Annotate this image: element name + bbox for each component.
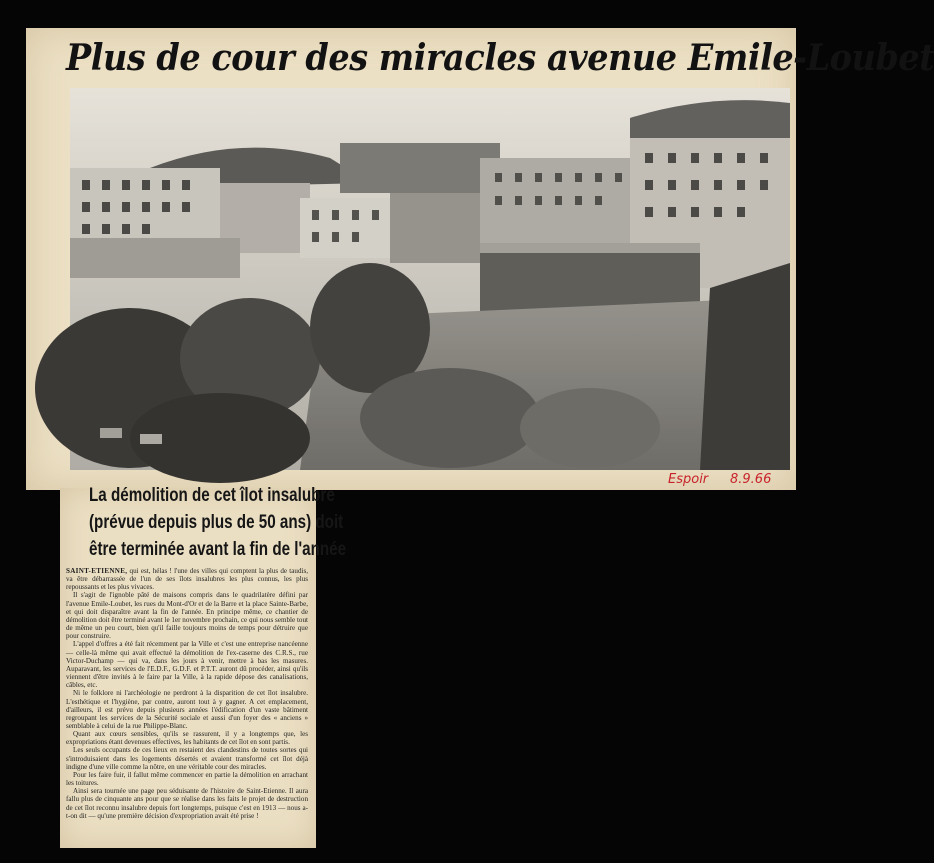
body-paragraph: Ni le folklore ni l'archéologie ne perdront à la disparition de cet îlot insalubre. L'esthétique et l'hygiène, par contre, auront tout à y gagner. A cet emplacement, d'ailleurs, il est prévu depuis plusieurs années l'édification d'un vaste bâtiment regroupant les services de la Sécurité sociale et aussi d'un foyer des « anciens » semblable à celui de la rue Philippe-Blanc. xyxy=(66,689,308,730)
body-paragraph: Ainsi sera tournée une page peu séduisante de l'histoire de Saint-Etienne. Il aura fallu plus de cinquante ans pour que se réalise dans les faits le projet de destruction de cet îlot reconnu insalubre depuis fort longtemps, puisque c'est en 1913 — nous a-t-on dit — qu'une première décision d'expropriation avait été prise ! xyxy=(66,787,308,820)
handwritten-source: Espoir xyxy=(668,472,709,487)
body-paragraph xyxy=(66,567,308,591)
body-paragraph: Quant aux cœurs sensibles, qu'ils se rassurent, il y a longtemps que, les expropriations étant devenues effectives, les habitants de cet îlot en sont partis. xyxy=(66,730,308,747)
article-headline: Plus de cour des miracles avenue Emile-Loubet xyxy=(66,37,934,79)
subheading-line: être terminée avant la fin de l'année xyxy=(89,539,347,560)
article-body xyxy=(66,567,308,837)
subheading-line: La démolition de cet îlot insalubre xyxy=(89,485,335,506)
handwritten-date: 8.9.66 xyxy=(730,472,772,487)
body-paragraph: Pour les faire fuir, il fallut même commencer en partie la démolition en arrachant les toitures. xyxy=(66,770,308,788)
body-paragraph: Il s'agit de l'ignoble pâté de maisons compris dans le quadrilatère défini par l'avenue Emile-Loubet, les rues du Mont-d'Or et de la Barre et la place Sainte-Barbe, et qui doit disparaître avant la fin de l'année. En principe même, ce chantier de démolition doit être terminé avant le 1er novembre prochain, ce qui nous semble tout de même un peu court, bien qu'il faille toujours moins de temps pour détruire que pour construire. xyxy=(66,591,308,641)
article-subheading xyxy=(64,482,347,566)
paragraph-text: qui est, hélas ! l'une des villes qui comptent la plus de taudis, va être débarrassée de l'un de ses îlots insalubres les plus connus, les plus repoussants et les plus vivaces. xyxy=(66,567,308,592)
dateline-city: SAINT-ETIENNE, xyxy=(66,567,128,575)
body-paragraph: L'appel d'offres a été fait récemment par la Ville et c'est une entreprise nancéenne — celle-là même qui avait effectué la démolition de l'ex-caserne des C.R.S., rue Victor-Duchamp — qui va, dans les jours à venir, mettre à bas les masures. Auparavant, les services de l'E.D.F., G.D.F. et P.T.T. auront dû procéder, ainsi qu'ils viennent d'être invités à le faire par la Ville, à la rapide dépose des canalisations, câbles, etc. xyxy=(66,640,308,690)
demolition-site-photo xyxy=(70,88,790,470)
subheading-line: (prévue depuis plus de 50 ans) doit xyxy=(89,512,344,533)
body-paragraph: Les seuls occupants de ces lieux en restaient des clandestins de toutes sortes qui s'introduisaient dans les logements désertés et avaient transformé cet îlot déjà indigne d'une ville comme la nôtre, en une véritable cour des miracles. xyxy=(66,746,308,771)
